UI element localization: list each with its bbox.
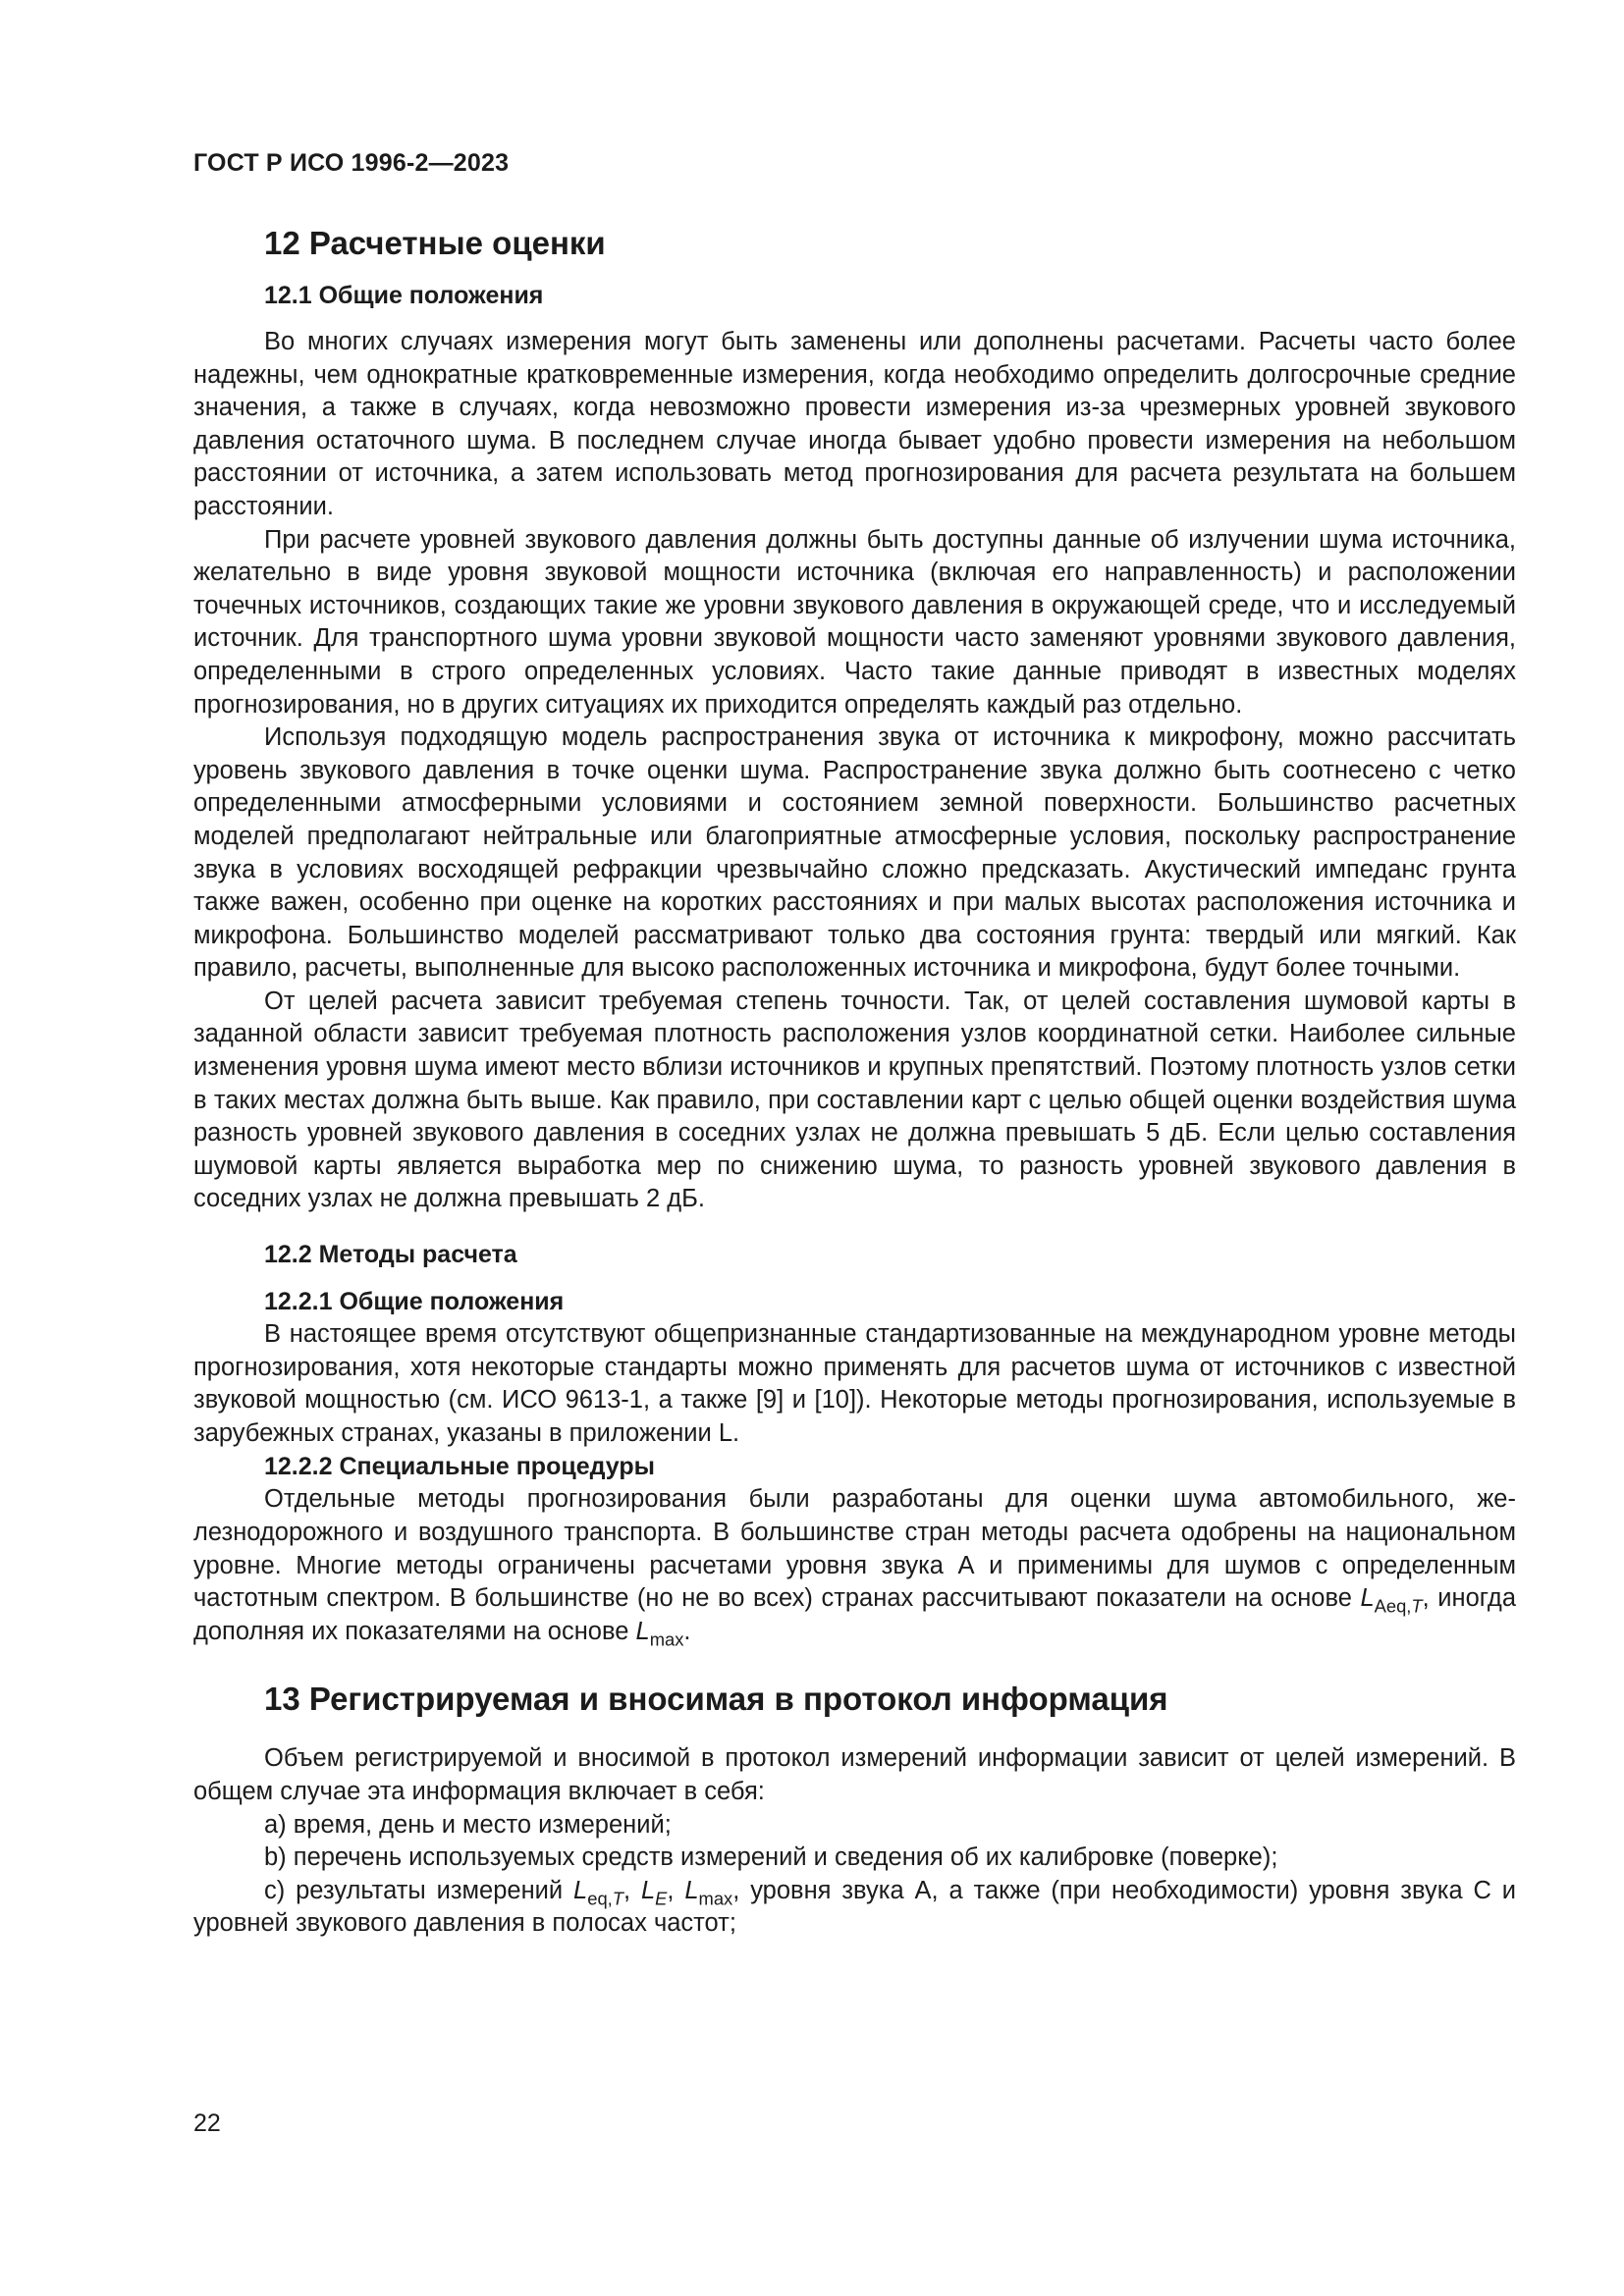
subscript-text: Aeq, [1374,1595,1412,1617]
subscript-text: eq, [587,1888,613,1909]
page-content [193,222,1516,1941]
subsection-12-2-1-title: 12.2.1 Общие положения [264,1288,565,1316]
symbol-l: L [573,1876,588,1904]
symbol-subscript [587,1888,623,1908]
symbol-subscript: max [649,1629,684,1650]
paragraph-text: Отдельные методы прогнозирования были разработаны для оценки шума автомобильного, железнодорожного и воздушного транспорта. В большинстве стран методы расчета одобрены на национальном уровне. Многие методы ограничены расчетами уровня звука А и применимы для шумов с определенным частотным спектром. В большинстве (но не во всех) странах рассчитывают показатели на основе [193,1485,1516,1613]
paragraph-text: . [683,1617,691,1645]
symbol-subscript [1375,1596,1423,1617]
symbol-l: L [640,1876,656,1904]
section-13-title: 13 Регистрируемая и вносимая в протокол информация [264,1681,1168,1718]
paragraph: Во многих случаях измерения могут быть заменены или дополнены расчетами. Расчеты часто более надежны, чем однократные кратковременные измерения, когда необходимо определить долгосрочные средние значения, а также в случаях, когда невозможно провести измерения из-за чрезмерных уровней звукового давления остаточного шума. В последнем случае иногда бывает удобно провести измерения на небольшом расстоянии от источника, а затем использовать метод прогнозирования для расчета результата на большем расстоянии. [193,328,1516,520]
symbol-subscript: max [698,1888,733,1909]
section-12-title: 12 Расчетные оценки [264,225,606,261]
paragraph [193,1483,1516,1648]
symbol-subscript [655,1888,667,1908]
subsection-12-2-title: 12.2 Методы расчета [264,1241,517,1269]
page-number: 22 [193,2109,221,2137]
item-text: , [623,1876,641,1904]
item-text: c) результаты измерений [264,1876,574,1904]
subscript-italic: T [612,1888,623,1909]
subsection-12-2-2-title: 12.2.2 Специальные процедуры [264,1453,655,1481]
paragraph: Объем регистрируемой и вносимой в протокол измерений информации зависит от целей измерений. В общем случае эта информация включает в себя: [193,1744,1516,1805]
item-text: , [667,1876,685,1904]
subsection-12-1-title: 12.1 Общие положения [264,282,544,309]
paragraph: От целей расчета зависит требуемая степень точности. Так, от целей составления шумовой карты в заданной области зависит требуемая плотность расположения узлов координатной сетки. Наиболее сильные изменения уровня шума имеют место вблизи источников и крупных препятствий. Поэтому плотность узлов сетки в таких местах должна быть выше. Как правило, при составлении карт с целью общей оценки воздействия шума разность уровней звукового давления в соседних узлах не должна превышать 5 дБ. Если целью составления шумовой карты является выработка мер по снижению шума, то разность уровней звукового давления в соседних узлах не должна превышать 2 дБ. [193,987,1516,1213]
paragraph: В настоящее время отсутствуют общепризнанные стандартизованные на международном уровне методы прогнозирования, хотя некоторые стандарты можно применять для расчетов шума от источников с известной звуковой мощностью (см. ИСО 9613-1, а также [9] и [10]). Некоторые методы прогнозирования, используемые в зарубежных странах, указаны в приложении L. [193,1320,1516,1447]
running-header: ГОСТ Р ИСО 1996-2—2023 [193,149,510,177]
paragraph: Используя подходящую модель распространения звука от источника к микрофону, можно рассчитать уровень звукового давления в точке оценки шума. Распространение звука должно быть соотнесено с четко определенными атмосферными условиями и состоянием земной поверхности. Большинство расчетных моделей предполагают нейтральные или благоприятные атмосферные условия, поскольку распространение звука в условиях восходящей рефракции чрезвычайно сложно предсказать. Акустический импеданс грунта также важен, особенно при оценке на коротких расстояниях и при малых высотах расположения источника и микрофона. Большинство моделей рассматривают только два состояния грунта: твердый или мягкий. Как правило, расчеты, выполненные для высоко расположенных источника и микрофона, будут более точными. [193,723,1516,983]
symbol-l: L [635,1617,650,1645]
paragraph-text: , иногда дополняя их показателями на основе [193,1584,1516,1645]
list-item [193,1875,1516,1941]
subscript-italic: E [655,1888,668,1909]
paragraph: При расчете уровней звукового давления должны быть доступны данные об излучении шума источника, желательно в виде уровня звуковой мощности источника (включая его направленность) и расположении точечных источников, создающих такие же уровни звукового давления в окружающей среде, что и исследуемый источник. Для транспортного шума уровни звуковой мощности часто заменяют уровнями звукового давления, определенными в строго определенных условиях. Часто такие данные приводят в известных моделях прогнозирования, но в других ситуациях их приходится определять каждый раз отдельно. [193,525,1516,719]
subscript-italic: T [1411,1595,1423,1617]
symbol-l: L [1360,1584,1375,1613]
symbol-l: L [684,1876,699,1904]
list-item: b) перечень используемых средств измерений и сведения об их калибровке (поверке); [264,1843,1278,1872]
list-item: a) время, день и место измерений; [264,1810,672,1839]
item-text: , уровня звука А, а также (при необходимости) уровня звука С и уровней звукового давления в полосах частот; [193,1876,1517,1938]
